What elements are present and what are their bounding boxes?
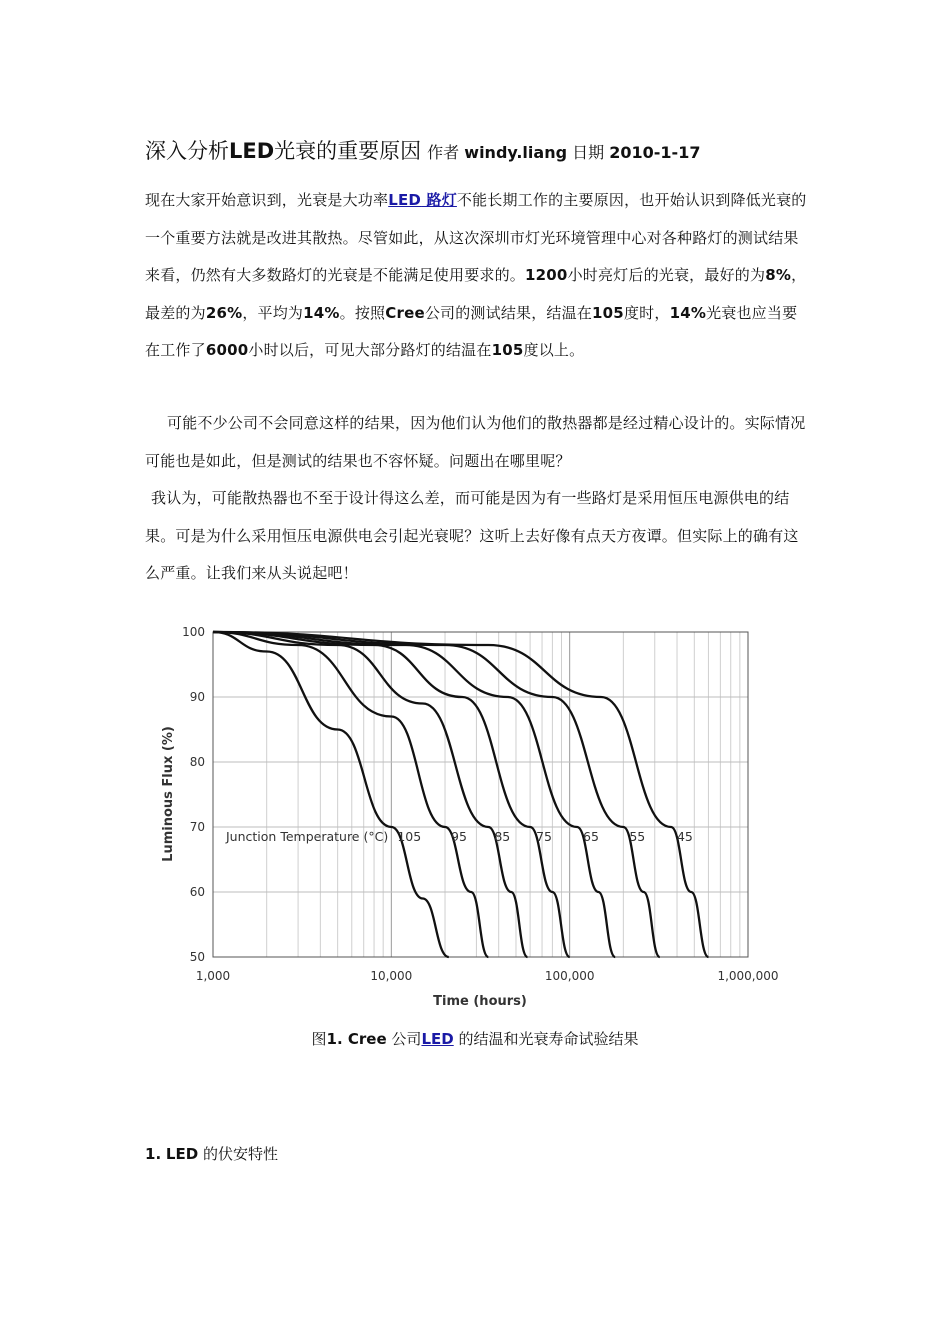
x-tick-label: 10,000 [370,969,413,983]
y-tick-label: 50 [189,950,205,964]
y-axis-label: Luminous Flux (%) [161,726,176,862]
chart-grid [213,632,748,957]
x-tick-label: 1,000,000 [717,969,779,983]
series-label-75: 75 [536,829,553,844]
y-tick-label: 60 [189,885,205,899]
paragraph-1: 现在大家开始意识到，光衰是大功率LED 路灯不能长期工作的主要原因，也开始认识到降低光衰的一个重要方法就是改进其散热。尽管如此，从这次深圳市灯光环境管理中心对各种路灯的测试结果来看，仍然有大多数路灯的光衰是不能满足使用要求的。1200小时亮灯后的光衰，最好的为8%，最差的为26%，平均为14%。按照Cree公司的测试结果，结温在105度时，14%光衰也应当要在工作了6000小时以后，可见大部分路灯的结温在105度以上。 [145,191,807,359]
x-tick-label: 1,000 [195,969,231,983]
series-label-65: 65 [583,829,599,844]
series-label-105: 105 [397,829,422,844]
y-tick-label: 90 [189,690,205,704]
paragraph-3: 我认为，可能散热器也不至于设计得这么差，而可能是因为有一些路灯是采用恒压电源供电的结果。可是为什么采用恒压电源供电会引起光衰呢？这听上去好像有点天方夜谭。但实际上的确有这么严重。让我们来从头说起吧！ [145,489,799,582]
plot-frame [213,632,748,957]
x-tick-labels [196,969,779,983]
y-tick-label: 70 [189,820,205,834]
author-name: windy.liang [464,143,568,162]
section-heading-1: 1. LED 的伏安特性 [145,1145,278,1163]
title-meta: 作者 windy.liang 日期 2010-1-17 [427,143,701,162]
led-street-light-link[interactable]: LED 路灯 [388,191,457,209]
series-label-95: 95 [451,829,467,844]
caption-led-link[interactable]: LED [421,1030,454,1048]
document-title [145,135,845,165]
series-label-45: 45 [676,829,693,844]
luminous-flux-chart [150,612,790,1017]
series-line-45 [213,632,708,957]
title-text: 深入分析LED光衰的重要原因 [145,139,422,163]
series-labels [397,829,693,844]
series-line-55 [213,632,660,957]
date-value: 2010-1-17 [609,143,701,162]
paragraph-2: 可能不少公司不会同意这样的结果，因为他们认为他们的散热器都是经过精心设计的。实际情况可能也是如此，但是测试的结果也不容怀疑。问题出在哪里呢？ [145,414,806,470]
y-tick-label: 100 [182,625,205,639]
series-line-105 [213,632,449,957]
series-label-85: 85 [494,829,511,844]
junction-temperature-annotation: Junction Temperature (°C) [226,829,389,844]
y-tick-label: 80 [189,755,205,769]
figure-caption: 图1. Cree 公司LED 的结温和光衰寿命试验结果 [311,1030,639,1048]
series-curves [213,632,708,957]
x-tick-label: 100,000 [544,969,595,983]
series-line-95 [213,632,488,957]
y-tick-labels [182,625,205,964]
series-label-55: 55 [629,829,646,844]
x-axis-label: Time (hours) [433,994,527,1009]
